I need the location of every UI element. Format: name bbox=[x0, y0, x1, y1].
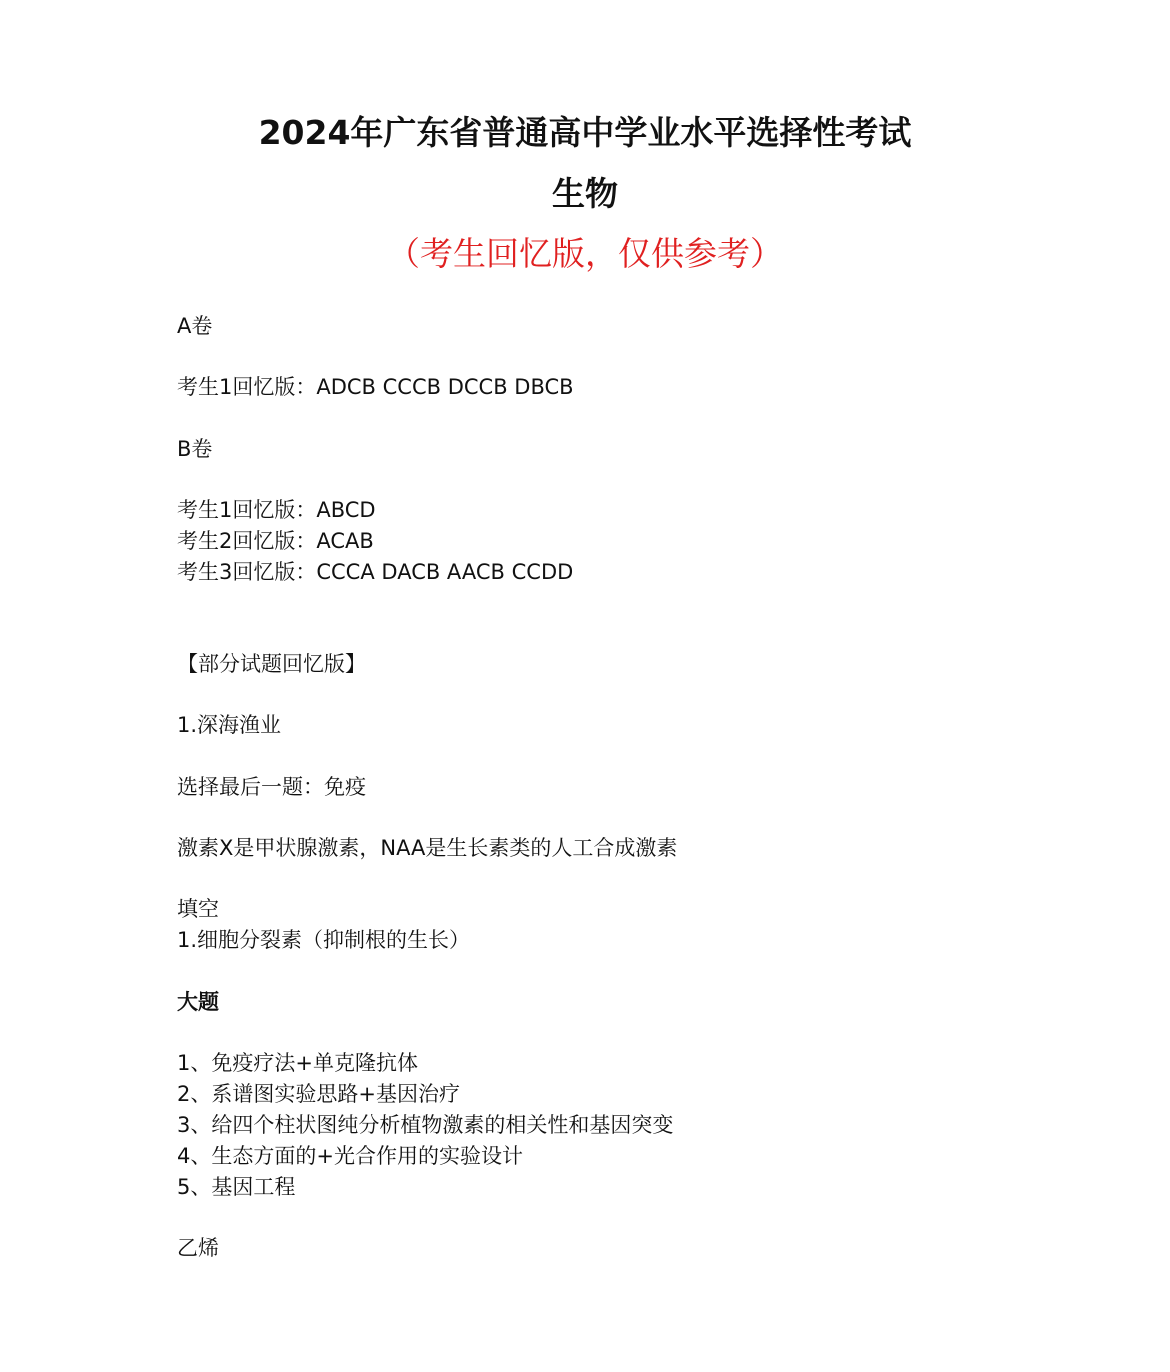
paper-b-heading: B卷 bbox=[177, 437, 213, 461]
paper-a-heading: A卷 bbox=[177, 314, 213, 338]
list-item: 1、免疫疗法+单克隆抗体 bbox=[177, 1051, 418, 1075]
list-item: 3、给四个柱状图纯分析植物激素的相关性和基因突变 bbox=[177, 1113, 674, 1137]
big-questions-heading: 大题 bbox=[177, 990, 219, 1014]
exam-title: 2024年广东省普通高中学业水平选择性考试 bbox=[258, 113, 912, 152]
paper-b-answers-3: 考生3回忆版：CCCA DACB AACB CCDD bbox=[177, 560, 574, 584]
paper-b-answers-1: 考生1回忆版：ABCD bbox=[177, 498, 376, 522]
paper-a-answers-1: 考生1回忆版：ADCB CCCB DCCB DBCB bbox=[177, 375, 574, 399]
subject-title: 生物 bbox=[552, 174, 618, 213]
list-item: 5、基因工程 bbox=[177, 1175, 296, 1199]
list-item: 1.细胞分裂素（抑制根的生长） bbox=[177, 928, 471, 952]
list-item: 激素X是甲状腺激素，NAA是生长素类的人工合成激素 bbox=[177, 836, 678, 860]
section-heading: 【部分试题回忆版】 bbox=[177, 652, 366, 676]
list-item: 选择最后一题：免疫 bbox=[177, 775, 366, 799]
paper-b-answers-2: 考生2回忆版：ACAB bbox=[177, 529, 374, 553]
recall-note: （考生回忆版，仅供参考） bbox=[387, 234, 783, 273]
fill-in-heading: 填空 bbox=[177, 897, 219, 921]
list-item: 乙烯 bbox=[177, 1236, 219, 1260]
list-item: 4、生态方面的+光合作用的实验设计 bbox=[177, 1144, 523, 1168]
list-item: 1.深海渔业 bbox=[177, 713, 282, 737]
list-item: 2、系谱图实验思路+基因治疗 bbox=[177, 1082, 460, 1106]
